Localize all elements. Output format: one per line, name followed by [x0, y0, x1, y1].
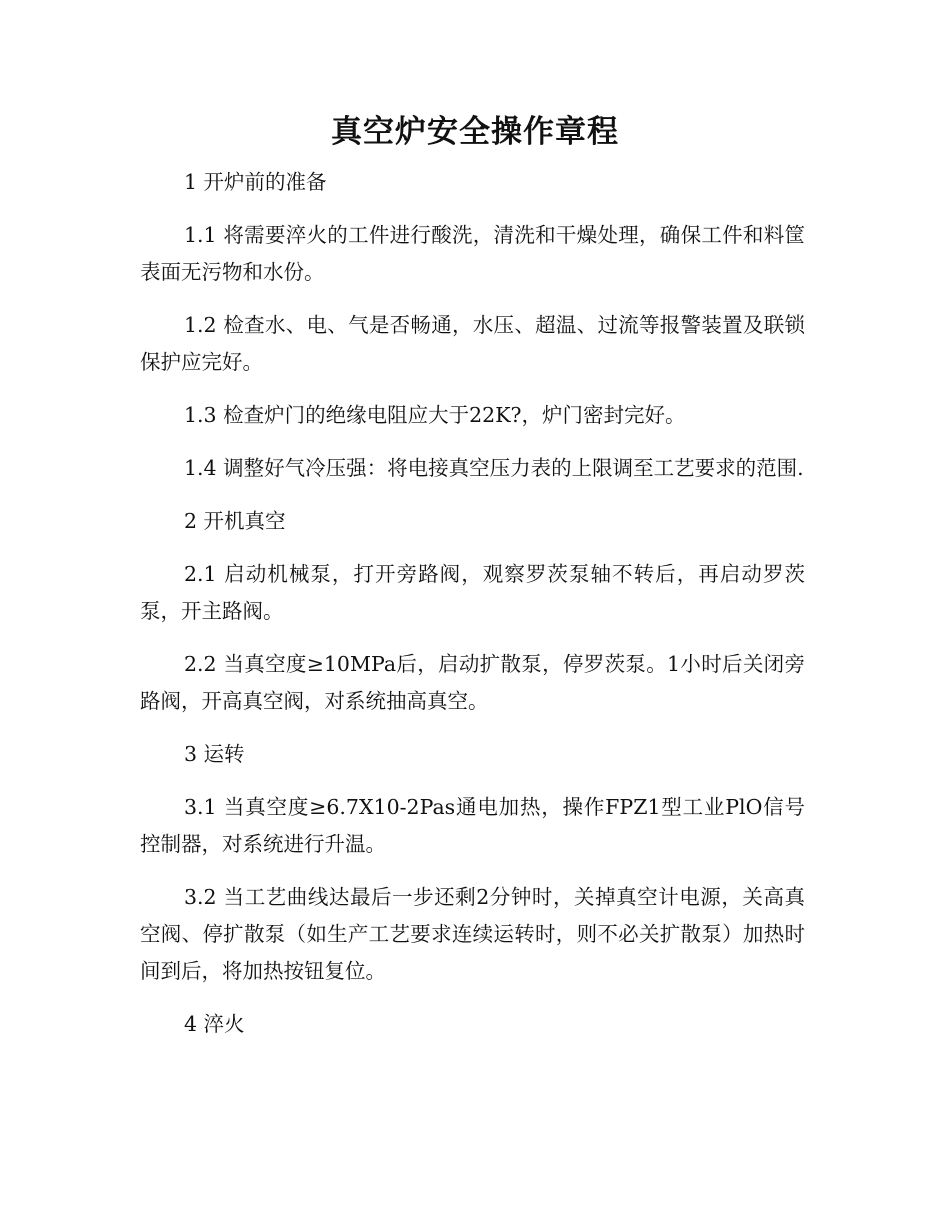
paragraph-2-1: 2.1 启动机械泵，打开旁路阀，观察罗茨泵轴不转后，再启动罗茨泵，开主路阀。 — [140, 562, 805, 623]
document-title: 真空炉安全操作章程 — [331, 114, 619, 150]
section-heading-4: 4 淬火 — [184, 1012, 245, 1036]
paragraph-1-4: 1.4 调整好气冷压强：将电接真空压力表的上限调至工艺要求的范围. — [184, 456, 804, 480]
paragraph-2-2: 2.2 当真空度≥10MPa后，启动扩散泵，停罗茨泵。1小时后关闭旁路阀，开高真空阀，对系统抽高真空。 — [140, 652, 805, 713]
paragraph-1-2: 1.2 检查水、电、气是否畅通，水压、超温、过流等报警装置及联锁保护应完好。 — [140, 313, 805, 374]
document-body — [140, 164, 805, 1059]
section-heading-3: 3 运转 — [184, 742, 245, 766]
paragraph-3-2: 3.2 当工艺曲线达最后一步还剩2分钟时，关掉真空计电源，关高真空阀、停扩散泵（如生产工艺要求连续运转时，则不必关扩散泵）加热时间到后，将加热按钮复位。 — [140, 885, 805, 983]
section-heading-2: 2 开机真空 — [184, 509, 286, 533]
paragraph-3-1: 3.1 当真空度≥6.7X10-2Pas通电加热，操作FPZ1型工业PlO信号控制器，对系统进行升温。 — [140, 795, 805, 856]
section-heading-1: 1 开炉前的准备 — [184, 170, 327, 194]
paragraph-1-3: 1.3 检查炉门的绝缘电阻应大于22K?，炉门密封完好。 — [184, 403, 686, 427]
paragraph-1-1: 1.1 将需要淬火的工件进行酸洗，清洗和干燥处理，确保工件和料筐表面无污物和水份。 — [140, 223, 805, 284]
